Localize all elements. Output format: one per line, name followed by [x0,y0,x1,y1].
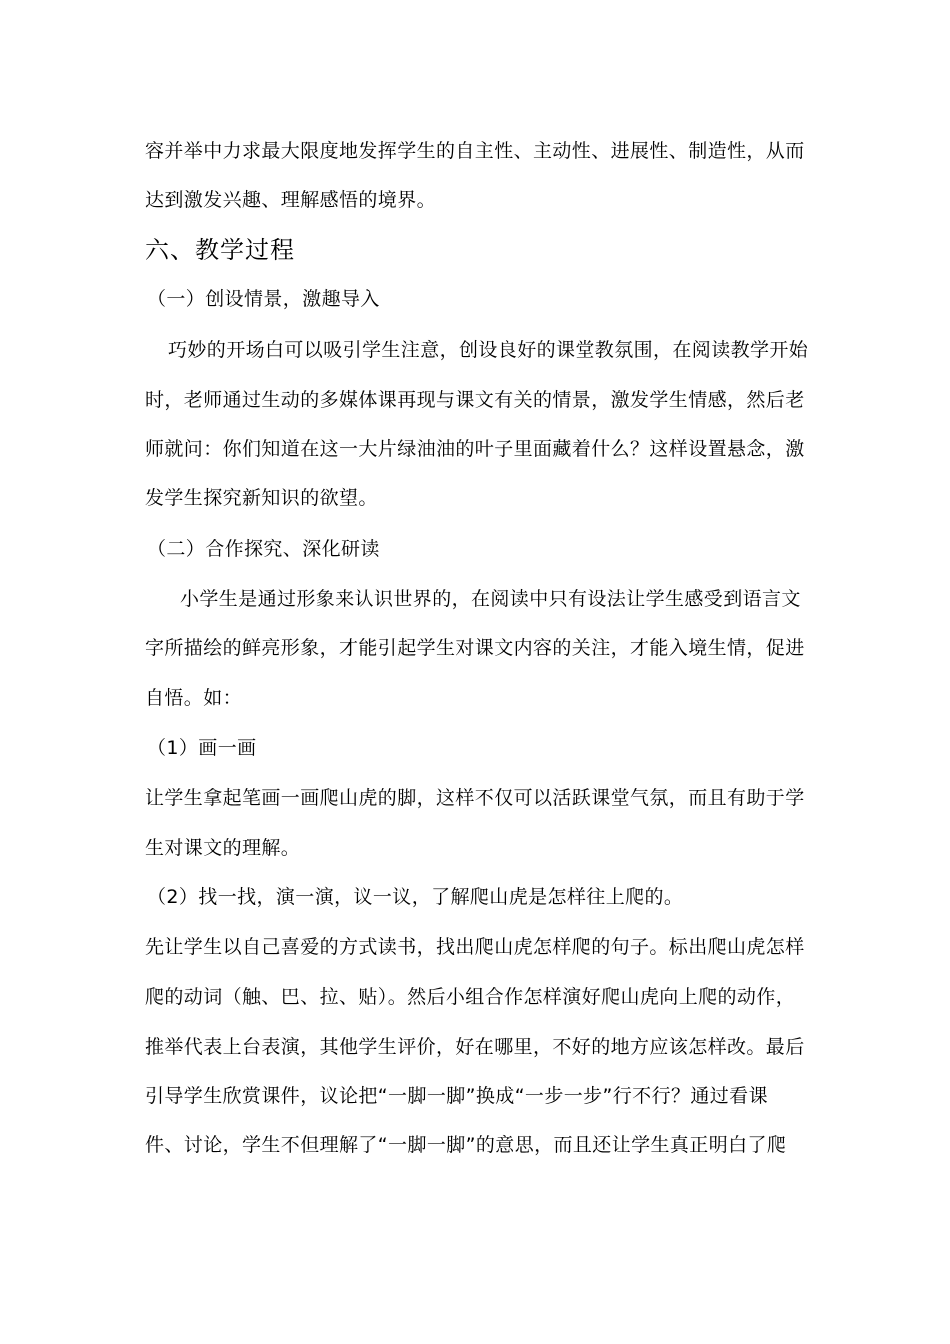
paragraph-line: 字所描绘的鲜亮形象，才能引起学生对课文内容的关注，才能入境生情，促进 [145,637,805,659]
paragraph-line: 容并举中力求最大限度地发挥学生的自主性、主动性、进展性、制造性，从而 [145,140,805,162]
paragraph-line: 推举代表上台表演，其他学生评价，好在哪里，不好的地方应该怎样改。最后 [145,1036,805,1058]
paragraph-line: 小学生是通过形象来认识世界的，在阅读中只有设法让学生感受到语言文 [180,588,801,610]
paragraph-line: 达到激发兴趣、理解感悟的境界。 [145,189,437,211]
paragraph-line: 爬的动词（触、巴、拉、贴）。然后小组合作怎样演好爬山虎向上爬的动作， [145,986,796,1008]
subsection-heading: （二）合作探究、深化研读 [147,538,380,560]
subsection-heading: （2）找一找，演一演，议一议，了解爬山虎是怎样往上爬的。 [147,886,684,908]
section-heading: 六、教学过程 [145,236,295,264]
paragraph-line: 师就问：你们知道在这一大片绿油油的叶子里面藏着什么？这样设置悬念，激 [145,438,805,460]
paragraph-line: 生对课文的理解。 [145,837,301,859]
paragraph-line: 引导学生欣赏课件，议论把“一脚一脚”换成“一步一步”行不行？通过看课 [145,1085,768,1107]
paragraph-line: 自悟。如： [145,687,243,709]
paragraph-line: 巧妙的开场白可以吸引学生注意，创设良好的课堂教氛围，在阅读教学开始 [168,339,809,361]
paragraph-line: 先让学生以自己喜爱的方式读书，找出爬山虎怎样爬的句子。标出爬山虎怎样 [145,936,805,958]
subsection-heading: （一）创设情景，激趣导入 [147,288,380,310]
paragraph-line: 时，老师通过生动的多媒体课再现与课文有关的情景，激发学生情感，然后老 [145,389,805,411]
paragraph-line: 件、讨论，学生不但理解了“一脚一脚”的意思，而且还让学生真正明白了爬 [145,1134,787,1156]
paragraph-line: 发学生探究新知识的欲望。 [145,487,378,509]
subsection-heading: （1）画一画 [147,737,257,759]
paragraph-line: 让学生拿起笔画一画爬山虎的脚，这样不仅可以活跃课堂气氛，而且有助于学 [145,787,805,809]
